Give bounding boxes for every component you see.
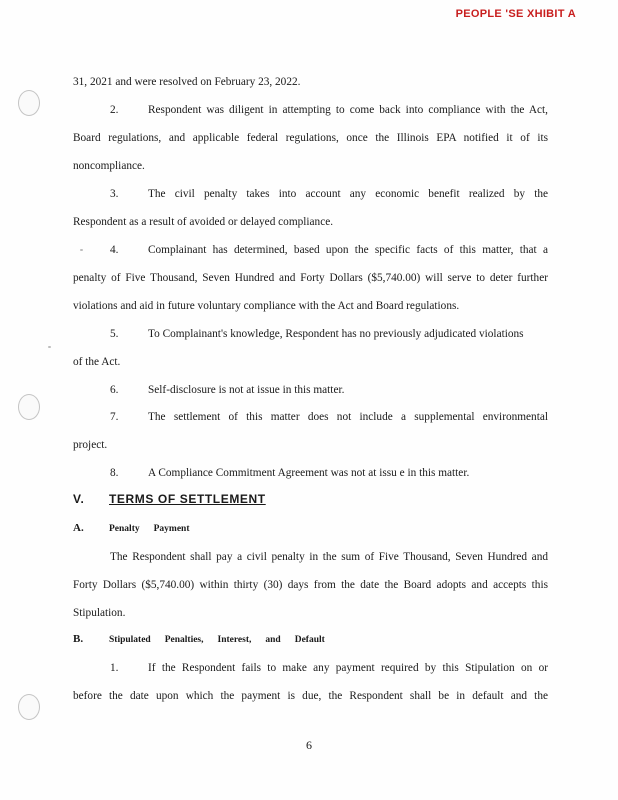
page-number: 6 <box>306 738 312 752</box>
subsection-b-line-2: before the date upon which the payment is due, the Respondent shall be in default and the <box>73 690 548 702</box>
subsection-a-heading <box>73 522 204 534</box>
paragraph-7-line-2: project. <box>73 439 108 451</box>
punch-hole-bottom <box>18 694 40 720</box>
paragraph-text: The settlement of this matter does not include a supplemental environmental <box>148 411 548 423</box>
paragraph-number: 4. <box>110 244 119 256</box>
exhibit-stamp: PEOPLE 'SE XHIBIT A <box>455 8 576 20</box>
paragraph-4-line-1 <box>110 243 548 257</box>
paragraph-3-line-1 <box>110 187 548 201</box>
paragraph-text: Complainant has determined, based upon the specific facts of this matter, that a <box>148 244 548 256</box>
paragraph-8-line-1 <box>110 466 548 480</box>
text-line: 31, 2021 and were resolved on February 23, 2022. <box>73 76 301 88</box>
subsection-title-word: Penalty <box>109 524 140 534</box>
subsection-letter: B. <box>73 633 84 645</box>
subsection-title-word: Penalties, <box>164 635 204 645</box>
paragraph-3-line-2: Respondent as a result of avoided or delayed compliance. <box>73 216 334 228</box>
scan-speck <box>48 346 51 348</box>
paragraph-4-line-3: violations and aid in future voluntary compliance with the Act and Board regulations. <box>73 300 460 312</box>
paragraph-number: 2. <box>110 104 119 116</box>
paragraph-5-line-2: of the Act. <box>73 356 121 368</box>
subsection-letter: A. <box>73 522 84 534</box>
paragraph-number: 5. <box>110 328 119 340</box>
section-number: V. <box>73 492 85 506</box>
paragraph-number: 8. <box>110 467 119 479</box>
paragraph-2-line-1 <box>110 103 548 117</box>
paragraph-text: If the Respondent fails to make any payment required by this Stipulation on or <box>148 662 548 674</box>
paragraph-2-line-3: noncompliance. <box>73 160 145 172</box>
subsection-b-heading <box>73 633 339 645</box>
subsection-a-line-2: Forty Dollars ($5,740.00) within thirty (30) days from the date the Board adopts and accepts this <box>73 579 548 591</box>
paragraph-5-line-1 <box>110 327 548 341</box>
section-title: TERMS OF SETTLEMENT <box>109 492 266 506</box>
paragraph-number: 7. <box>110 411 119 423</box>
section-heading <box>73 492 266 506</box>
paragraph-number: 6. <box>110 384 119 396</box>
paragraph-text: The civil penalty takes into account any economic benefit realized by the <box>148 188 548 200</box>
scan-speck <box>80 249 83 251</box>
paragraph-6-line-1 <box>110 383 548 397</box>
paragraph-text: Respondent was diligent in attempting to come back into compliance with the Act, <box>148 104 548 116</box>
paragraph-number: 3. <box>110 188 119 200</box>
subsection-a-line-1: The Respondent shall pay a civil penalty in the sum of Five Thousand, Seven Hundred and <box>110 551 548 563</box>
paragraph-number: 1. <box>110 662 119 674</box>
subsection-title-word: Default <box>294 635 325 645</box>
punch-hole-top <box>18 90 40 116</box>
subsection-b-line-1 <box>110 661 548 675</box>
paragraph-4-line-2: penalty of Five Thousand, Seven Hundred and Forty Dollars ($5,740.00) will serve to deter further <box>73 272 548 284</box>
subsection-title-word: and <box>265 635 281 645</box>
subsection-title-word: Stipulated <box>109 635 151 645</box>
paragraph-text: Self-disclosure is not at issue in this matter. <box>148 384 345 396</box>
paragraph-text: A Compliance Commitment Agreement was not at issu e in this matter. <box>148 467 470 479</box>
paragraph-text: To Complainant's knowledge, Respondent has no previously adjudicated violations <box>148 328 524 340</box>
subsection-title-word: Interest, <box>217 635 252 645</box>
subsection-title-word: Payment <box>153 524 190 534</box>
subsection-a-line-3: Stipulation. <box>73 607 126 619</box>
paragraph-7-line-1 <box>110 410 548 424</box>
punch-hole-middle <box>18 394 40 420</box>
paragraph-2-line-2: Board regulations, and applicable federal regulations, once the Illinois EPA notified it of its <box>73 132 548 144</box>
